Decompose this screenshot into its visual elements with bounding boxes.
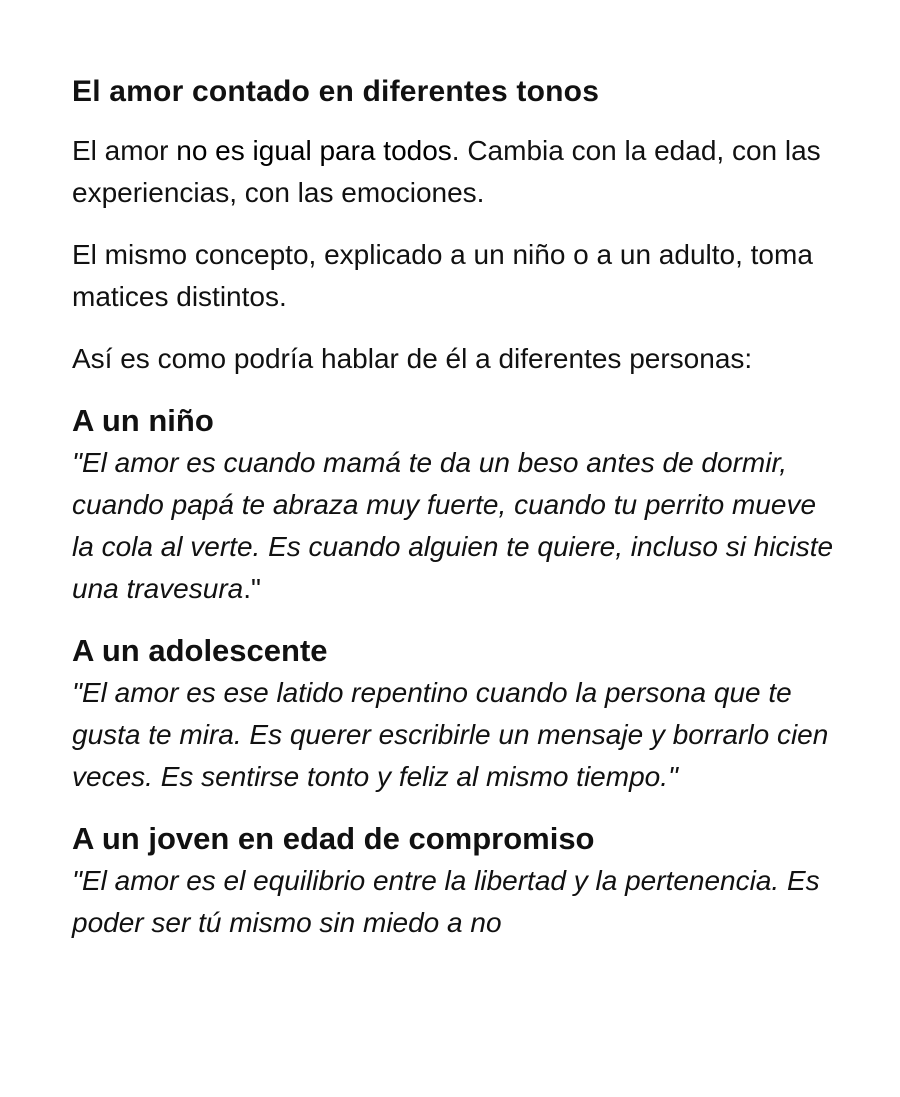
document-page bbox=[72, 70, 842, 964]
page-title: El amor contado en diferentes tonos bbox=[72, 75, 600, 108]
section-heading: A un adolescente bbox=[72, 633, 328, 668]
quote-end: ." bbox=[243, 573, 261, 604]
intro-emphasis: no es igual para todos bbox=[176, 135, 452, 166]
section-adolescent bbox=[72, 630, 842, 798]
concept-paragraph: El mismo concepto, explicado a un niño o a un adulto, toma matices distintos. bbox=[72, 239, 813, 312]
audience-intro-paragraph: Así es como podría hablar de él a diferentes personas: bbox=[72, 343, 753, 374]
section-young-adult bbox=[72, 818, 842, 944]
intro-paragraph bbox=[72, 130, 842, 214]
intro-text-start: El amor bbox=[72, 135, 177, 166]
intro-text-end: . Cambia con la edad, con las experiencias, con las emociones. bbox=[72, 135, 821, 208]
section-heading: A un joven en edad de compromiso bbox=[72, 821, 595, 856]
section-child bbox=[72, 400, 842, 610]
section-quote: "El amor es el equilibrio entre la libertad y la pertenencia. Es poder ser tú mismo sin miedo a no bbox=[72, 865, 820, 938]
section-quote: "El amor es ese latido repentino cuando la persona que te gusta te mira. Es querer escribirle un mensaje y borrarlo cien veces. Es sentirse tonto y feliz al mismo tiempo." bbox=[72, 677, 829, 792]
section-quote bbox=[72, 442, 842, 610]
section-heading: A un niño bbox=[72, 403, 214, 438]
quote-text: "El amor es cuando mamá te da un beso antes de dormir, cuando papá te abraza muy fuerte, cuando tu perrito mueve la cola al verte. Es cuando alguien te quiere, incluso si hiciste una travesura bbox=[72, 447, 834, 604]
